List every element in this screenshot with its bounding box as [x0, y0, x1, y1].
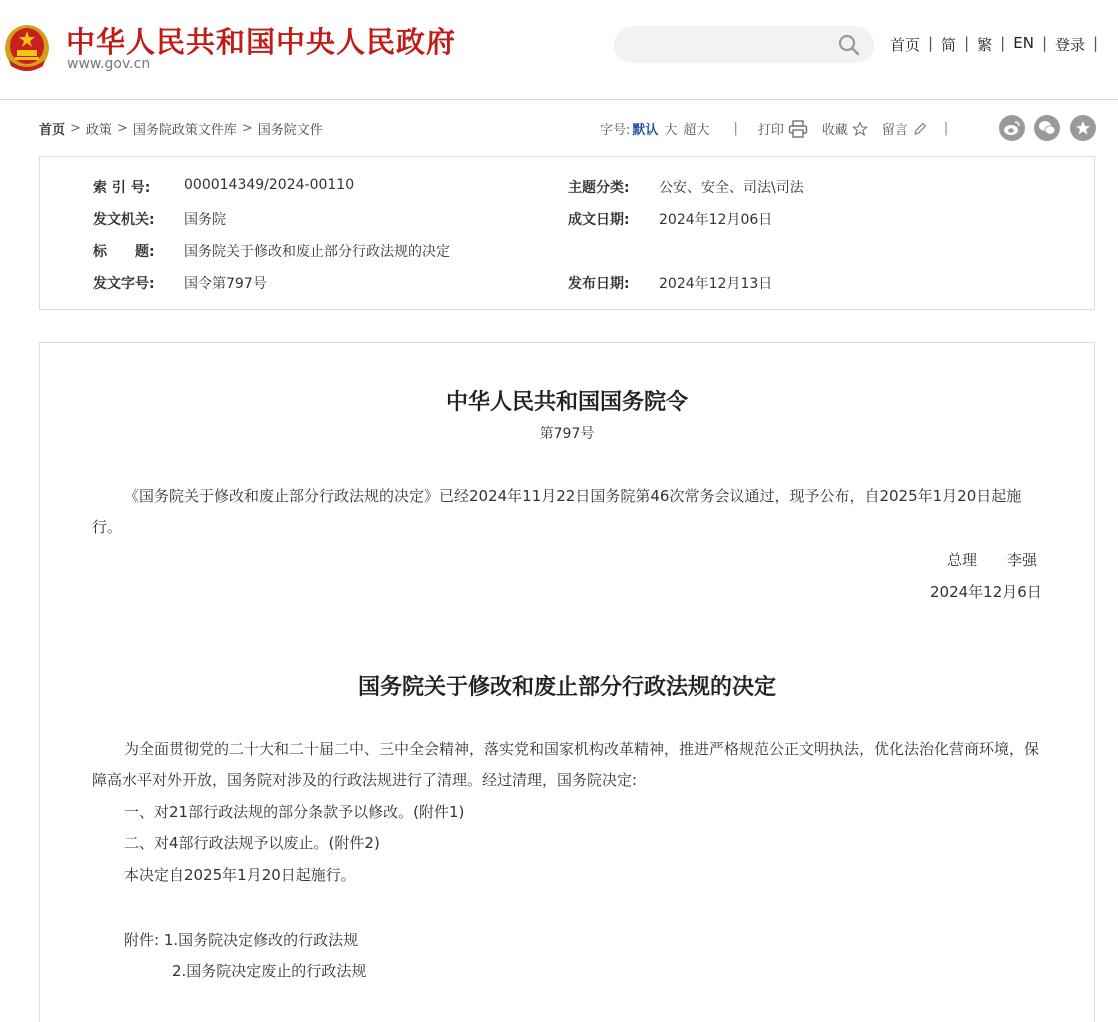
signer: 总理 李强 — [947, 551, 1038, 569]
doc-number-value: 国令第797号 — [184, 276, 267, 292]
breadcrumb-separator: > — [116, 121, 128, 136]
wechat-share-button[interactable] — [1034, 115, 1060, 141]
nav-separator: | — [964, 34, 970, 52]
attachment-label: 附件: — [124, 931, 160, 949]
nav-separator: | — [928, 34, 934, 52]
issuer-label: 发文机关: — [93, 212, 155, 228]
article-body — [39, 342, 1095, 1022]
sign-date: 2024年12月6日 — [930, 583, 1042, 601]
publish-date-label: 发布日期: — [568, 276, 630, 292]
title-label: 标 题: — [93, 244, 155, 260]
article-toolbar — [600, 119, 948, 138]
qzone-star-icon — [1075, 120, 1091, 136]
font-size-large[interactable]: 大 — [664, 123, 678, 138]
star-icon — [852, 121, 868, 137]
search-input[interactable] — [614, 26, 874, 63]
qzone-share-button[interactable] — [1070, 115, 1096, 141]
comment-label: 留言 — [881, 123, 908, 138]
written-date-label: 成文日期: — [568, 212, 630, 228]
nav-separator: | — [1041, 34, 1047, 52]
font-size-label: 字号: — [600, 123, 631, 138]
nav-simplified[interactable]: 简 — [941, 36, 957, 54]
favorite-button[interactable] — [822, 119, 868, 138]
weibo-icon — [1003, 120, 1021, 136]
font-size-xlarge[interactable]: 超大 — [683, 123, 710, 138]
order-intro-paragraph: 《国务院关于修改和废止部分行政法规的决定》已经2024年11月22日国务院第46次常务会议通过，现予公布，自2025年1月20日起施行。 — [92, 487, 1022, 536]
nav-traditional[interactable]: 繁 — [977, 36, 993, 54]
search-icon[interactable] — [838, 34, 860, 56]
title-value: 国务院关于修改和废止部分行政法规的决定 — [184, 244, 450, 260]
nav-login[interactable]: 登录 — [1055, 36, 1086, 54]
attachment-link-1[interactable]: 1.国务院决定修改的行政法规 — [163, 931, 359, 949]
site-url[interactable]: www.gov.cn — [67, 56, 151, 72]
toolbar-divider: | — [733, 121, 738, 136]
site-title[interactable]: 中华人民共和国中央人民政府 — [66, 25, 457, 59]
topic-value: 公安、安全、司法\司法 — [659, 180, 804, 196]
print-button[interactable] — [758, 119, 808, 138]
attachment-line-2 — [92, 956, 1044, 987]
topic-label: 主题分类: — [568, 180, 630, 196]
decision-item-2: 二、对4部行政法规予以废止。(附件2) — [124, 834, 380, 852]
nav-separator: | — [1093, 34, 1099, 52]
top-nav — [890, 34, 1106, 55]
decision-title: 国务院关于修改和废止部分行政法规的决定 — [357, 675, 776, 700]
attachment-link-2[interactable]: 2.国务院决定废止的行政法规 — [172, 962, 367, 980]
nav-english[interactable]: EN — [1013, 34, 1034, 52]
font-size-default[interactable]: 默认 — [632, 123, 659, 138]
index-number-label: 索 引 号: — [93, 180, 151, 196]
print-label: 打印 — [757, 123, 784, 138]
document-meta-table — [39, 156, 1095, 310]
decision-item-1: 一、对21部行政法规的部分条款予以修改。(附件1) — [124, 803, 465, 821]
breadcrumb-home[interactable]: 首页 — [39, 123, 66, 138]
breadcrumb — [39, 119, 323, 138]
breadcrumb-separator: > — [70, 121, 81, 136]
printer-icon — [788, 120, 808, 138]
index-number-value: 000014349/2024-00110 — [184, 177, 355, 193]
order-title: 中华人民共和国国务院令 — [445, 390, 688, 415]
order-number: 第797号 — [539, 426, 595, 442]
national-emblem-icon[interactable] — [3, 20, 51, 72]
favorite-label: 收藏 — [821, 123, 848, 138]
breadcrumb-policy-library[interactable]: 国务院政策文件库 — [132, 123, 237, 138]
attachment-line-1 — [92, 925, 1044, 956]
comment-button[interactable] — [882, 119, 928, 138]
breadcrumb-state-council-docs[interactable]: 国务院文件 — [257, 123, 323, 138]
breadcrumb-separator: > — [241, 121, 253, 136]
publish-date-value: 2024年12月13日 — [659, 276, 773, 292]
pencil-icon — [912, 121, 928, 137]
toolbar-divider: | — [943, 121, 949, 136]
wechat-icon — [1038, 120, 1056, 136]
breadcrumb-policy[interactable]: 政策 — [85, 123, 112, 138]
decision-paragraph: 为全面贯彻党的二十大和二十届二中、三中全会精神，落实党和国家机构改革精神，推进严格规范公正文明执法，优化法治化营商环境，保障高水平对外开放，国务院对涉及的行政法规进行了清理。经过清理，国务院决定: — [92, 740, 1040, 789]
written-date-value: 2024年12月06日 — [659, 212, 773, 228]
issuer-value: 国务院 — [184, 212, 226, 228]
effective-date-line: 本决定自2025年1月20日起施行。 — [124, 866, 356, 884]
weibo-share-button[interactable] — [999, 115, 1025, 141]
nav-home[interactable]: 首页 — [890, 36, 921, 54]
site-header — [0, 0, 1118, 100]
doc-number-label: 发文字号: — [93, 276, 155, 292]
nav-separator: | — [1000, 34, 1006, 52]
